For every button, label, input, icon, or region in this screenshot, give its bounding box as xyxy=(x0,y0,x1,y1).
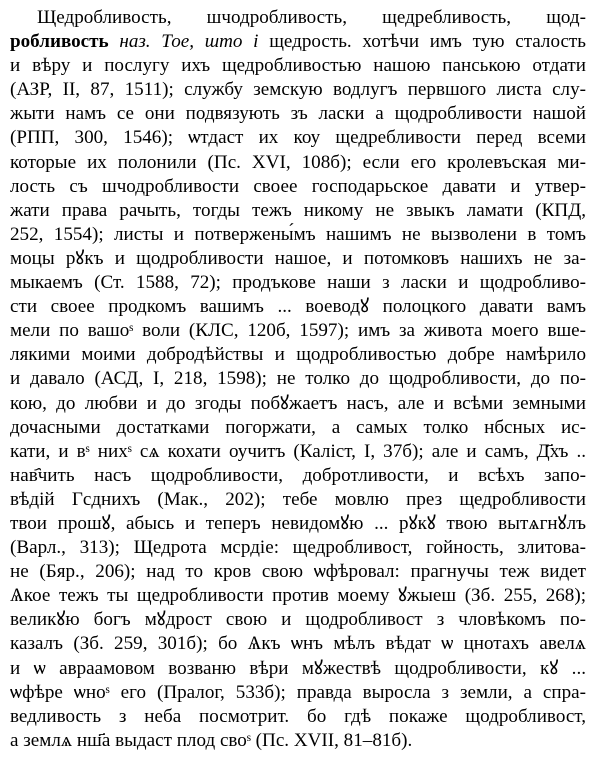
entry-line: твои прошꙋ, абысь и теперъ невидомꙋю ... рꙋкꙋ твою вытѧгнꙋлъ xyxy=(10,512,586,534)
definition-ref: Тое, што і xyxy=(161,31,259,53)
part-of-speech: наз. xyxy=(119,31,151,53)
entry-line: ведливость з неба посмотрит. бо гдѣ покаже щодробливост, xyxy=(10,705,586,727)
entry-line: вѣдій Гсднихъ (Мак., 202); тебе мовлю през щедробливости xyxy=(10,488,586,510)
entry-line: 252, 1554); листы и потвержены́мъ нашимъ не вызволени в томъ xyxy=(10,223,586,245)
entry-line: казалъ (Зб. 259, 301б); бо Ѧкъ ѡнъ мѣлъ вѣдат ѡ цнотахъ авелѧ xyxy=(10,633,586,655)
entry-line: нав҄чить насъ щодробливости, добротливости, и всѣхъ запо- xyxy=(10,464,586,486)
entry-line: и ѡ авраамовом возваню вѣри мꙋжествѣ щодробливости, кꙋ ... xyxy=(10,657,586,679)
entry-line: жыти намъ се они подвязують зъ ласки а щодробливости нашой xyxy=(10,103,586,125)
entry-line: сти своее продкомъ вашимъ ... воеводꙋ полоцкого давати вамъ xyxy=(10,296,586,318)
entry-line: которые их полонили (Пс. XVI, 108б); если его кролевъская ми- xyxy=(10,151,586,173)
entry-line: Ѧкое тежъ ты щедробливости против моему ꙋжыеш (Зб. 255, 268); xyxy=(10,585,586,607)
entry-line: (РПП, 300, 1546); ѡтдаст их коу щедребливости перед всеми xyxy=(10,127,586,149)
headword-line: Щедробливость, шчодробливость, щедребливость, щод- xyxy=(37,7,586,28)
entry-line: лость съ шчодробливости своее господарьское давати и утвер- xyxy=(10,175,586,197)
entry-line: моцы рꙋкъ и щодробливости нашое, и потомковъ нашихъ не за- xyxy=(10,247,586,269)
entry-line: великꙋю богъ мꙋдрост свою и щодробливост з чловѣкомъ по- xyxy=(10,609,586,631)
entry-line: кати, и вˢ нихˢ сѧ кохати оучитъ (Каліст, I, 37б); але и самъ, Д҃хъ .. xyxy=(10,440,586,462)
entry-line: мели по вашоˢ воли (КЛС, 120б, 1597); имъ за живота моего вше- xyxy=(10,320,586,342)
entry-line: лякими моими добродѣйствы и щодробливостью добре намѣрило xyxy=(10,344,586,366)
entry-line: дочасными достатками погоржати, а самых толко нбсных ис- xyxy=(10,416,586,438)
entry-line: кою, до любви и до згоды побꙋжаетъ насъ, але и всѣми земными xyxy=(10,392,586,414)
entry-line: жати права рачыть, тогды тежъ никому не звыкъ ламати (КПД, xyxy=(10,199,586,221)
entry-line-2 xyxy=(10,30,586,54)
entry-line: (АЗР, II, 87, 1511); службу земскую водлугъ первшого листа слу- xyxy=(10,79,586,101)
entry-line: (Варл., 313); Щедрота мсрдіе: щедробливост, гойность, злитова- xyxy=(10,537,586,559)
entry-line: и вѣру и послугу ихъ щедробливостью нашою панською отдати xyxy=(10,55,586,77)
entry-line: не (Бяр., 206); над то кров свою ѡфѣровал: прагнучы теж видет xyxy=(10,561,586,583)
entry-line: ѡфѣре ѡноˢ его (Пралог, 533б); правда выросла з земли, а спра- xyxy=(10,681,586,703)
line-2-text: щедрость. хотѣчи имъ тую сталость xyxy=(269,31,586,53)
entry-line: мыкаемъ (Ст. 1588, 72); продъкове наши з ласки и щодробливо- xyxy=(10,272,586,294)
entry-line: и давало (АСД, I, 218, 1598); не толко до щодробливости, до по- xyxy=(10,368,586,390)
entry-line-last: а землѧ нш҃а выдаст плод своˢ (Пс. XVII, 81–81б). xyxy=(10,729,413,751)
headword-continuation: робливость xyxy=(10,31,109,53)
